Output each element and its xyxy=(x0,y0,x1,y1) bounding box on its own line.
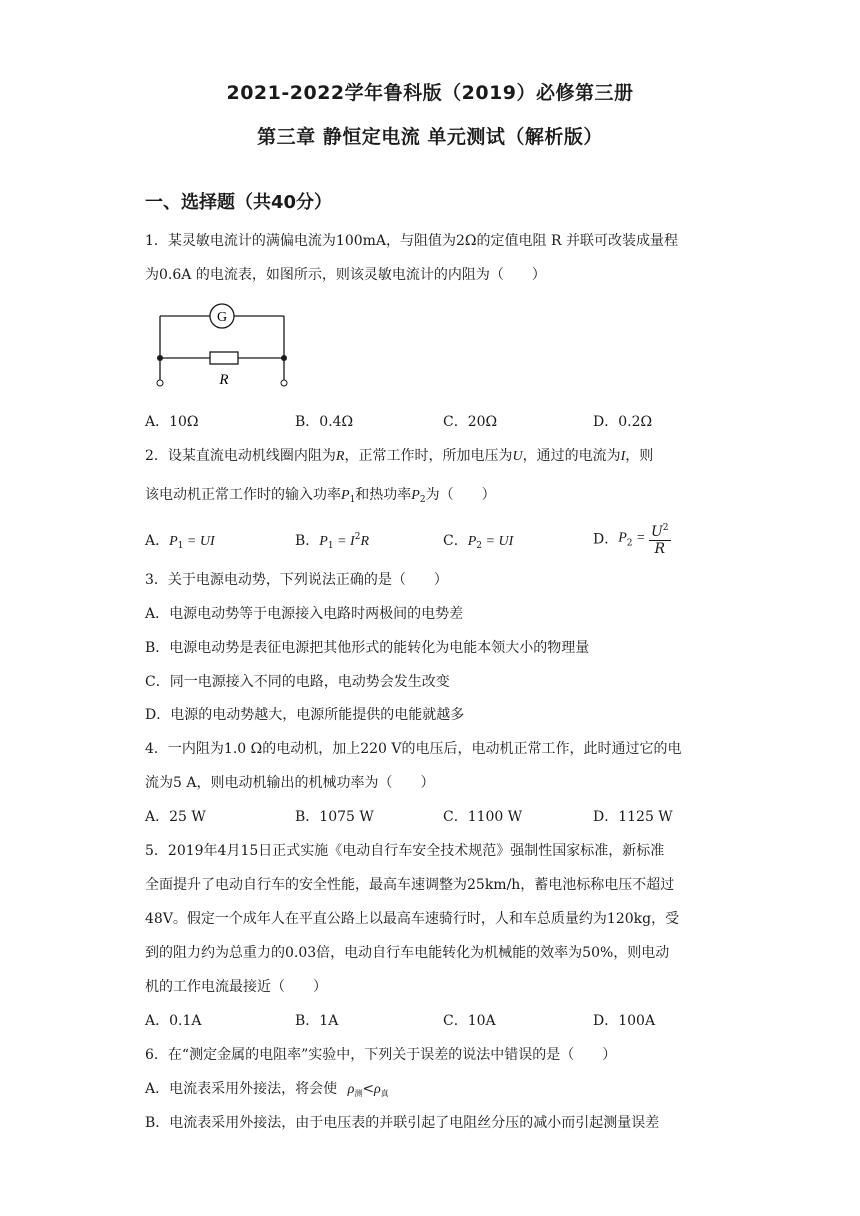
q5-line-4: 到的阻力约为总重力的0.03倍，电动自行车电能转化为机械能的效率为50%，则电动 xyxy=(145,945,670,961)
terminal-right xyxy=(281,380,287,386)
q3-option-d[interactable]: D．电源的电动势越大，电源所能提供的电能就越多 xyxy=(145,707,465,723)
q4-option-c[interactable]: C．1100 W xyxy=(443,809,523,825)
q1-option-c[interactable]: C．20Ω xyxy=(443,414,498,430)
q3-option-c[interactable]: C．同一电源接入不同的电路，电动势会发生改变 xyxy=(145,674,450,690)
resistor-symbol xyxy=(210,352,238,364)
q6-stem: 6．在“测定金属的电阻率”实验中，下列关于误差的说法中错误的是（ ） xyxy=(145,1047,617,1063)
q1-line-1: 1．某灵敏电流计的满偏电流为100mA，与阻值为2Ω的定值电阻 R 并联可改装成量程 xyxy=(145,233,678,249)
q1-option-a[interactable]: A．10Ω xyxy=(145,414,199,430)
q4-option-d[interactable]: D．1125 W xyxy=(593,809,673,825)
section-heading: 一、选择题（共40分） xyxy=(145,192,333,213)
q5-option-a[interactable]: A．0.1A xyxy=(145,1013,202,1029)
resistor-label: R xyxy=(219,372,229,388)
q5-line-2: 全面提升了电动自行车的安全性能，最高车速调整为25km/h，蓄电池标称电压不超过 xyxy=(145,877,675,893)
q5-option-d[interactable]: D．100A xyxy=(593,1013,656,1029)
title-line-2: 第三章 静恒定电流 单元测试（解析版） xyxy=(257,126,603,148)
q5-line-3: 48V。假定一个成年人在平直公路上以最高车速骑行时，人和车总质量约为120kg，受 xyxy=(145,911,680,927)
q5-option-c[interactable]: C．10A xyxy=(443,1013,496,1029)
q2-option-a[interactable]: A．$P_1$ = UI xyxy=(145,533,215,551)
title-line-1: 2021-2022学年鲁科版（2019）必修第三册 xyxy=(226,82,634,104)
q1-circuit-diagram xyxy=(150,300,295,392)
galvanometer-label: G xyxy=(216,310,228,325)
q2-option-b[interactable]: B．$P_1 = I^2R$ xyxy=(295,532,369,551)
q3-stem: 3．关于电源电动势，下列说法正确的是（ ） xyxy=(145,572,448,588)
q5-line-5: 机的工作电流最接近（ ） xyxy=(145,979,327,995)
q4-option-b[interactable]: B．1075 W xyxy=(295,809,374,825)
q2-option-c[interactable]: C．$P_2$ = UI xyxy=(443,533,514,551)
q1-option-d[interactable]: D．0.2Ω xyxy=(593,414,653,430)
q1-line-2: 为0.6A 的电流表，如图所示，则该灵敏电流计的内阻为（ ） xyxy=(145,267,546,283)
q6-option-b[interactable]: B．电流表采用外接法，由于电压表的并联引起了电阻丝分压的减小而引起测量误差 xyxy=(145,1115,660,1131)
q2-option-d[interactable]: D．$P_2$ = $\frac{U^2}{R}$ xyxy=(593,520,671,557)
junction-dot-right xyxy=(281,355,287,361)
q4-line-1: 4．一内阻为1.0 Ω的电动机，加上220 V的电压后，电动机正常工作，此时通过它的电 xyxy=(145,741,682,757)
q5-line-1: 5．2019年4月15日正式实施《电动自行车安全技术规范》强制性国家标准，新标准 xyxy=(145,843,665,859)
q6-option-a[interactable]: A．电流表采用外接法，将会使 $\rho_测<\rho_真$ xyxy=(145,1081,389,1098)
terminal-left xyxy=(157,380,163,386)
q3-option-a[interactable]: A．电源电动势等于电源接入电路时两极间的电势差 xyxy=(145,606,464,622)
q2-option-d-fraction: $\frac{U^2}{R}$ xyxy=(649,520,671,557)
q3-option-b[interactable]: B．电源电动势是表征电源把其他形式的能转化为电能本领大小的物理量 xyxy=(145,640,590,656)
q1-option-b[interactable]: B．0.4Ω xyxy=(295,414,354,430)
q4-option-a[interactable]: A．25 W xyxy=(145,809,206,825)
junction-dot-left xyxy=(157,355,163,361)
q5-option-b[interactable]: B．1A xyxy=(295,1013,339,1029)
q2-line-2: 该电动机正常工作时的输入功率$P_1$和热功率$P_2$为（ ） xyxy=(145,487,496,505)
q4-line-2: 流为5 A，则电动机输出的机械功率为（ ） xyxy=(145,775,435,791)
q2-line-1: 2．设某直流电动机线圈内阻为R，正常工作时，所加电压为U，通过的电流为I，则 xyxy=(145,448,654,464)
